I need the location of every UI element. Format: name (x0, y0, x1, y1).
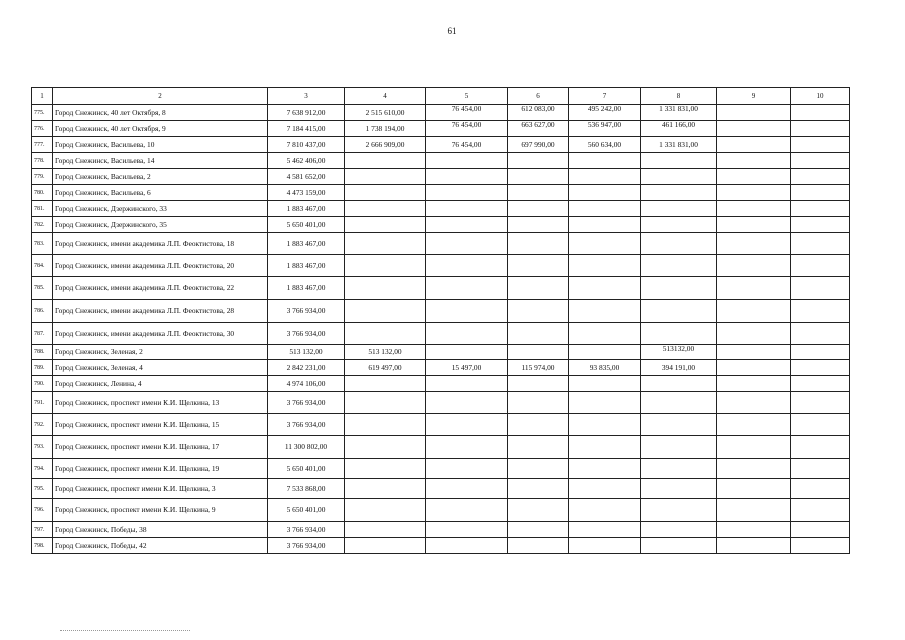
table-row (32, 217, 850, 233)
col9-cell (717, 323, 791, 345)
col4-cell (345, 522, 426, 538)
col5-cell (426, 277, 508, 300)
address-cell: Город Снежинск, проспект имени К.И. Щелкина, 9 (53, 499, 268, 522)
address-cell: Город Снежинск, проспект имени К.И. Щелкина, 15 (53, 414, 268, 436)
address-cell: Город Снежинск, 40 лет Октября, 8 (53, 105, 268, 121)
total-cost-cell: 4 473 159,00 (268, 185, 345, 201)
address-cell: Город Снежинск, имени академика Л.П. Феоктистова, 28 (53, 300, 268, 323)
col5-cell (426, 436, 508, 459)
col10-cell (791, 479, 850, 499)
data-table (31, 87, 850, 554)
col5-cell (426, 217, 508, 233)
col4-cell: 1 738 194,00 (345, 121, 426, 137)
col9-cell (717, 414, 791, 436)
col9-cell (717, 392, 791, 414)
row-number-cell: 794. (32, 459, 53, 479)
col4-cell (345, 153, 426, 169)
col10-cell (791, 414, 850, 436)
address-cell: Город Снежинск, проспект имени К.И. Щелкина, 3 (53, 479, 268, 499)
total-cost-cell: 3 766 934,00 (268, 392, 345, 414)
table-row (32, 255, 850, 277)
col8-cell (641, 414, 717, 436)
col5-cell: 76 454,00 (426, 121, 508, 137)
column-header: 3 (268, 88, 345, 105)
row-number-cell: 782. (32, 217, 53, 233)
total-cost-cell: 3 766 934,00 (268, 414, 345, 436)
total-cost-cell: 1 883 467,00 (268, 255, 345, 277)
table-header-row (32, 88, 850, 105)
col6-cell (508, 277, 569, 300)
table-row (32, 277, 850, 300)
row-number-cell: 780. (32, 185, 53, 201)
col5-cell (426, 538, 508, 554)
row-number-cell: 796. (32, 499, 53, 522)
col7-cell (569, 538, 641, 554)
col10-cell (791, 105, 850, 121)
col5-cell (426, 323, 508, 345)
col7-cell: 536 947,00 (569, 121, 641, 137)
col6-cell (508, 392, 569, 414)
col4-cell (345, 300, 426, 323)
col7-cell (569, 459, 641, 479)
col6-cell (508, 345, 569, 360)
address-cell: Город Снежинск, Зеленая, 2 (53, 345, 268, 360)
col7-cell: 495 242,00 (569, 105, 641, 121)
col5-cell (426, 185, 508, 201)
col7-cell (569, 436, 641, 459)
row-number-cell: 778. (32, 153, 53, 169)
address-cell: Город Снежинск, Ленина, 4 (53, 376, 268, 392)
row-number-cell: 789. (32, 360, 53, 376)
col9-cell (717, 538, 791, 554)
col5-cell (426, 499, 508, 522)
column-header: 8 (641, 88, 717, 105)
col4-cell (345, 499, 426, 522)
col7-cell (569, 499, 641, 522)
col10-cell (791, 217, 850, 233)
row-number-cell: 783. (32, 233, 53, 255)
total-cost-cell: 1 883 467,00 (268, 233, 345, 255)
col5-cell: 76 454,00 (426, 137, 508, 153)
col5-cell (426, 414, 508, 436)
col7-cell (569, 277, 641, 300)
table-row (32, 522, 850, 538)
row-number-cell: 776. (32, 121, 53, 137)
address-cell: Город Снежинск, Васильева, 2 (53, 169, 268, 185)
column-header: 9 (717, 88, 791, 105)
col6-cell (508, 499, 569, 522)
col5-cell (426, 169, 508, 185)
col8-cell (641, 376, 717, 392)
col4-cell (345, 217, 426, 233)
col5-cell (426, 459, 508, 479)
table-row (32, 185, 850, 201)
col8-cell (641, 323, 717, 345)
address-cell: Город Снежинск, имени академика Л.П. Феоктистова, 18 (53, 233, 268, 255)
col9-cell (717, 436, 791, 459)
col10-cell (791, 300, 850, 323)
row-number-cell: 798. (32, 538, 53, 554)
col4-cell (345, 538, 426, 554)
col6-cell (508, 201, 569, 217)
table-body (32, 105, 850, 554)
col5-cell (426, 479, 508, 499)
col7-cell (569, 233, 641, 255)
col8-cell: 394 191,00 (641, 360, 717, 376)
col6-cell (508, 538, 569, 554)
col8-cell: 461 166,00 (641, 121, 717, 137)
row-number-cell: 781. (32, 201, 53, 217)
col8-cell (641, 233, 717, 255)
page-footer-fragment (60, 630, 190, 632)
row-number-cell: 784. (32, 255, 53, 277)
address-cell: Город Снежинск, Васильева, 10 (53, 137, 268, 153)
column-header: 4 (345, 88, 426, 105)
col10-cell (791, 121, 850, 137)
col10-cell (791, 153, 850, 169)
col10-cell (791, 169, 850, 185)
col7-cell (569, 201, 641, 217)
row-number-cell: 790. (32, 376, 53, 392)
total-cost-cell: 5 650 401,00 (268, 217, 345, 233)
table-row (32, 436, 850, 459)
col5-cell (426, 392, 508, 414)
col6-cell (508, 376, 569, 392)
col8-cell (641, 436, 717, 459)
total-cost-cell: 1 883 467,00 (268, 277, 345, 300)
column-header: 5 (426, 88, 508, 105)
address-cell: Город Снежинск, Победы, 42 (53, 538, 268, 554)
col10-cell (791, 323, 850, 345)
col9-cell (717, 345, 791, 360)
col7-cell (569, 522, 641, 538)
col6-cell: 612 083,00 (508, 105, 569, 121)
address-cell: Город Снежинск, Васильева, 14 (53, 153, 268, 169)
row-number-cell: 795. (32, 479, 53, 499)
total-cost-cell: 3 766 934,00 (268, 522, 345, 538)
col10-cell (791, 499, 850, 522)
col4-cell (345, 255, 426, 277)
total-cost-cell: 7 638 912,00 (268, 105, 345, 121)
col6-cell (508, 185, 569, 201)
total-cost-cell: 3 766 934,00 (268, 323, 345, 345)
col9-cell (717, 185, 791, 201)
col5-cell: 15 497,00 (426, 360, 508, 376)
col7-cell (569, 479, 641, 499)
address-cell: Город Снежинск, Зеленая, 4 (53, 360, 268, 376)
col4-cell: 2 666 909,00 (345, 137, 426, 153)
row-number-cell: 787. (32, 323, 53, 345)
table-row (32, 201, 850, 217)
col10-cell (791, 201, 850, 217)
address-cell: Город Снежинск, Победы, 38 (53, 522, 268, 538)
col6-cell (508, 479, 569, 499)
total-cost-cell: 7 810 437,00 (268, 137, 345, 153)
col9-cell (717, 360, 791, 376)
col6-cell: 663 627,00 (508, 121, 569, 137)
total-cost-cell: 4 974 106,00 (268, 376, 345, 392)
col4-cell (345, 414, 426, 436)
total-cost-cell: 5 650 401,00 (268, 499, 345, 522)
row-number-cell: 792. (32, 414, 53, 436)
row-number-cell: 793. (32, 436, 53, 459)
row-number-cell: 785. (32, 277, 53, 300)
col5-cell (426, 376, 508, 392)
col4-cell: 513 132,00 (345, 345, 426, 360)
col5-cell (426, 201, 508, 217)
total-cost-cell: 1 883 467,00 (268, 201, 345, 217)
table-row (32, 392, 850, 414)
col4-cell (345, 185, 426, 201)
table-row (32, 300, 850, 323)
col8-cell (641, 217, 717, 233)
col9-cell (717, 105, 791, 121)
row-number-cell: 786. (32, 300, 53, 323)
address-cell: Город Снежинск, проспект имени К.И. Щелкина, 13 (53, 392, 268, 414)
col6-cell (508, 414, 569, 436)
col7-cell (569, 217, 641, 233)
column-header: 6 (508, 88, 569, 105)
col8-cell (641, 392, 717, 414)
col4-cell (345, 169, 426, 185)
address-cell: Город Снежинск, Дзержинского, 33 (53, 201, 268, 217)
table-row (32, 153, 850, 169)
col8-cell (641, 201, 717, 217)
table-row (32, 121, 850, 137)
col6-cell (508, 233, 569, 255)
col8-cell: 1 331 831,00 (641, 105, 717, 121)
address-cell: Город Снежинск, имени академика Л.П. Феоктистова, 20 (53, 255, 268, 277)
col7-cell (569, 185, 641, 201)
col8-cell: 1 331 831,00 (641, 137, 717, 153)
column-header: 1 (32, 88, 53, 105)
col5-cell (426, 255, 508, 277)
col9-cell (717, 522, 791, 538)
col4-cell: 2 515 610,00 (345, 105, 426, 121)
table-row (32, 105, 850, 121)
col7-cell: 560 634,00 (569, 137, 641, 153)
table-row (32, 345, 850, 360)
total-cost-cell: 5 650 401,00 (268, 459, 345, 479)
col4-cell (345, 479, 426, 499)
col5-cell (426, 300, 508, 323)
col10-cell (791, 360, 850, 376)
col6-cell (508, 217, 569, 233)
row-number-cell: 775. (32, 105, 53, 121)
col7-cell (569, 345, 641, 360)
col4-cell: 619 497,00 (345, 360, 426, 376)
col10-cell (791, 376, 850, 392)
col9-cell (717, 499, 791, 522)
col7-cell (569, 323, 641, 345)
col10-cell (791, 392, 850, 414)
col4-cell (345, 459, 426, 479)
col6-cell (508, 459, 569, 479)
col8-cell (641, 459, 717, 479)
col9-cell (717, 376, 791, 392)
col10-cell (791, 436, 850, 459)
col7-cell (569, 414, 641, 436)
col4-cell (345, 233, 426, 255)
col10-cell (791, 277, 850, 300)
col8-cell (641, 479, 717, 499)
col9-cell (717, 479, 791, 499)
total-cost-cell: 3 766 934,00 (268, 538, 345, 554)
col6-cell: 115 974,00 (508, 360, 569, 376)
col9-cell (717, 201, 791, 217)
address-cell: Город Снежинск, Дзержинского, 35 (53, 217, 268, 233)
col4-cell (345, 376, 426, 392)
col6-cell (508, 300, 569, 323)
col9-cell (717, 300, 791, 323)
address-cell: Город Снежинск, Васильева, 6 (53, 185, 268, 201)
col7-cell: 93 835,00 (569, 360, 641, 376)
col7-cell (569, 169, 641, 185)
col9-cell (717, 277, 791, 300)
col10-cell (791, 345, 850, 360)
col8-cell (641, 185, 717, 201)
column-header: 7 (569, 88, 641, 105)
col5-cell (426, 233, 508, 255)
row-number-cell: 797. (32, 522, 53, 538)
col5-cell (426, 153, 508, 169)
col7-cell (569, 392, 641, 414)
col8-cell (641, 169, 717, 185)
address-cell: Город Снежинск, имени академика Л.П. Феоктистова, 30 (53, 323, 268, 345)
col9-cell (717, 233, 791, 255)
table-row (32, 538, 850, 554)
total-cost-cell: 7 184 415,00 (268, 121, 345, 137)
col9-cell (717, 137, 791, 153)
col9-cell (717, 153, 791, 169)
total-cost-cell: 5 462 406,00 (268, 153, 345, 169)
table-row (32, 360, 850, 376)
table-row (32, 323, 850, 345)
total-cost-cell: 2 842 231,00 (268, 360, 345, 376)
page-number: 61 (447, 26, 457, 36)
col8-cell: 513132,00 (641, 345, 717, 360)
total-cost-cell: 11 300 802,00 (268, 436, 345, 459)
col8-cell (641, 300, 717, 323)
column-header: 10 (791, 88, 850, 105)
table-row (32, 414, 850, 436)
col4-cell (345, 323, 426, 345)
col10-cell (791, 459, 850, 479)
row-number-cell: 788. (32, 345, 53, 360)
table-row (32, 233, 850, 255)
col10-cell (791, 255, 850, 277)
col6-cell (508, 255, 569, 277)
col7-cell (569, 153, 641, 169)
total-cost-cell: 3 766 934,00 (268, 300, 345, 323)
col4-cell (345, 436, 426, 459)
col8-cell (641, 277, 717, 300)
col6-cell (508, 169, 569, 185)
address-cell: Город Снежинск, проспект имени К.И. Щелкина, 17 (53, 436, 268, 459)
col7-cell (569, 300, 641, 323)
column-header: 2 (53, 88, 268, 105)
total-cost-cell: 4 581 652,00 (268, 169, 345, 185)
col10-cell (791, 522, 850, 538)
table-row (32, 499, 850, 522)
col7-cell (569, 376, 641, 392)
total-cost-cell: 513 132,00 (268, 345, 345, 360)
col8-cell (641, 538, 717, 554)
col10-cell (791, 137, 850, 153)
address-cell: Город Снежинск, 40 лет Октября, 9 (53, 121, 268, 137)
col5-cell (426, 345, 508, 360)
total-cost-cell: 7 533 868,00 (268, 479, 345, 499)
address-cell: Город Снежинск, проспект имени К.И. Щелкина, 19 (53, 459, 268, 479)
col6-cell (508, 436, 569, 459)
col8-cell (641, 499, 717, 522)
col6-cell (508, 522, 569, 538)
col9-cell (717, 255, 791, 277)
address-cell: Город Снежинск, имени академика Л.П. Феоктистова, 22 (53, 277, 268, 300)
table-row (32, 376, 850, 392)
row-number-cell: 779. (32, 169, 53, 185)
col4-cell (345, 201, 426, 217)
col7-cell (569, 255, 641, 277)
table-row (32, 169, 850, 185)
row-number-cell: 777. (32, 137, 53, 153)
col8-cell (641, 153, 717, 169)
col5-cell (426, 522, 508, 538)
col10-cell (791, 185, 850, 201)
table-row (32, 479, 850, 499)
col9-cell (717, 169, 791, 185)
col10-cell (791, 233, 850, 255)
col9-cell (717, 217, 791, 233)
table-row (32, 459, 850, 479)
col4-cell (345, 277, 426, 300)
col9-cell (717, 121, 791, 137)
col8-cell (641, 255, 717, 277)
col5-cell: 76 454,00 (426, 105, 508, 121)
row-number-cell: 791. (32, 392, 53, 414)
col9-cell (717, 459, 791, 479)
col6-cell: 697 990,00 (508, 137, 569, 153)
col6-cell (508, 153, 569, 169)
table-row (32, 137, 850, 153)
col4-cell (345, 392, 426, 414)
col8-cell (641, 522, 717, 538)
col10-cell (791, 538, 850, 554)
col6-cell (508, 323, 569, 345)
